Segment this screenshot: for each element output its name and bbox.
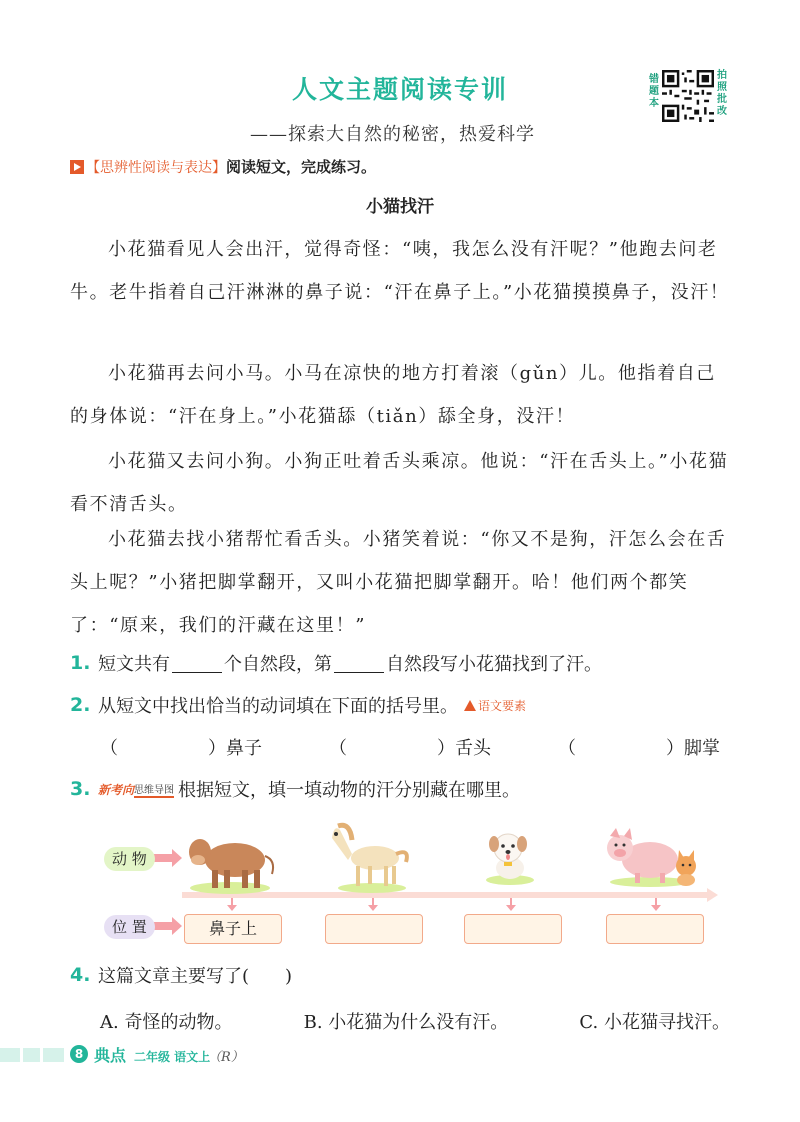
- question-text: 自然段写小花猫找到了汗。: [386, 654, 602, 675]
- bracket-open: （: [558, 738, 576, 759]
- question-text: 这篇文章主要写了( ): [98, 966, 293, 987]
- answer-blank[interactable]: [334, 654, 384, 673]
- question-text: 从短文中找出恰当的动词填在下面的括号里。: [98, 696, 458, 717]
- grade-label: 二年级 语文上: [134, 1050, 211, 1064]
- instruction-row: [70, 156, 376, 177]
- question-number: 4.: [70, 964, 91, 986]
- bracket-open: （: [329, 738, 347, 759]
- bracket-close: ）: [437, 738, 455, 759]
- instruction-text: 阅读短文，完成练习。: [226, 158, 377, 176]
- story-paragraph: 小花猫去找小猪帮忙看舌头。小猪笑着说：“你又不是狗，汗怎么会在舌头上呢？”小猪把脚掌翻开，又叫小花猫把脚掌翻开。哈！他们两个都笑了：“原来，我们的汗藏在这里！”: [70, 529, 727, 636]
- option-a[interactable]: A. 奇怪的动物。: [100, 1012, 233, 1033]
- page-number: 8: [70, 1045, 88, 1063]
- bracket-item[interactable]: [558, 734, 720, 760]
- qr-block[interactable]: [648, 70, 728, 130]
- row-label-animal: [104, 848, 155, 869]
- note-label: 语文要素: [478, 698, 527, 713]
- page-footer: [0, 1040, 800, 1070]
- question-number: 3.: [70, 778, 91, 800]
- play-icon: [70, 160, 84, 174]
- new-tag-badge: [98, 781, 174, 798]
- question-number: 1.: [70, 652, 91, 674]
- new-tag-label: 新考向: [98, 782, 135, 797]
- dog-icon: [486, 834, 534, 885]
- mindmap-tag-label: 思维导图: [134, 781, 174, 798]
- timeline-bar: [182, 892, 707, 898]
- answer-options: [100, 1008, 730, 1034]
- question-3: [70, 776, 520, 802]
- instruction-tag: 【思辨性阅读与表达】: [86, 159, 226, 176]
- bracket-item[interactable]: [329, 734, 491, 760]
- answer-box[interactable]: [606, 914, 704, 944]
- story-paragraph: 小花猫看见人会出汗，觉得奇怪：“咦，我怎么没有汗呢？”他跑去问老牛。老牛指着自己汗淋淋的鼻子说：“汗在鼻子上。”小花猫摸摸鼻子，没汗！: [70, 239, 730, 303]
- brand-logo: 典点: [94, 1046, 127, 1065]
- question-text: 根据短文，填一填动物的汗分别藏在哪里。: [178, 780, 521, 801]
- bracket-close: ）: [666, 738, 684, 759]
- question-1: [70, 650, 602, 676]
- qr-code-icon[interactable]: [662, 70, 714, 122]
- answer-box[interactable]: 鼻子上: [184, 914, 282, 944]
- question-number: 2.: [70, 694, 91, 716]
- question-2: [70, 692, 526, 718]
- arrow-icon: [150, 849, 182, 867]
- option-b[interactable]: B. 小花猫为什么没有汗。: [303, 1012, 509, 1033]
- qr-left-label: 错题本: [649, 74, 659, 109]
- bracket-word: 鼻子: [226, 738, 262, 759]
- question-4: [70, 962, 292, 988]
- story-paragraph: 小花猫又去问小狗。小狗正吐着舌头乘凉。他说：“汗在舌头上。”小花猫看不清舌头。: [70, 451, 729, 515]
- answer-box[interactable]: [325, 914, 423, 944]
- bracket-word: 脚掌: [684, 738, 720, 759]
- bracket-word: 舌头: [455, 738, 491, 759]
- bracket-close: ）: [208, 738, 226, 759]
- story-title: 小猫找汗: [366, 197, 434, 217]
- edition-label: （R）: [208, 1050, 244, 1065]
- qr-right-label: 拍照批改: [717, 70, 727, 117]
- warning-icon: [464, 700, 476, 711]
- arrow-icon: [707, 888, 718, 902]
- bracket-item[interactable]: [100, 734, 262, 760]
- bracket-open: （: [100, 738, 118, 759]
- question-text: 短文共有: [98, 654, 170, 675]
- pig-and-cat-icon: [607, 828, 696, 887]
- answer-blank[interactable]: [172, 654, 222, 673]
- row-label-place: [104, 916, 155, 937]
- verb-brackets: [100, 734, 720, 760]
- question-text: 个自然段，第: [224, 654, 332, 675]
- row-label-text: 动 物: [104, 847, 155, 871]
- page-subtitle: ——探索大自然的秘密，热爱科学: [250, 124, 535, 145]
- answer-box[interactable]: [464, 914, 562, 944]
- note-badge: [464, 697, 526, 714]
- row-label-text: 位 置: [104, 915, 155, 939]
- story-paragraph: 小花猫再去问小马。小马在凉快的地方打着滚（gǔn）儿。他指着自己的身体说：“汗在身上。”小花猫舔（tiǎn）舔全身，没汗！: [70, 363, 716, 427]
- arrow-icon: [150, 917, 182, 935]
- option-c[interactable]: C. 小花猫寻找汗。: [579, 1012, 730, 1033]
- page-title: 人文主题阅读专训: [291, 75, 508, 104]
- ox-icon: [189, 832, 273, 894]
- horse-icon: [332, 825, 407, 893]
